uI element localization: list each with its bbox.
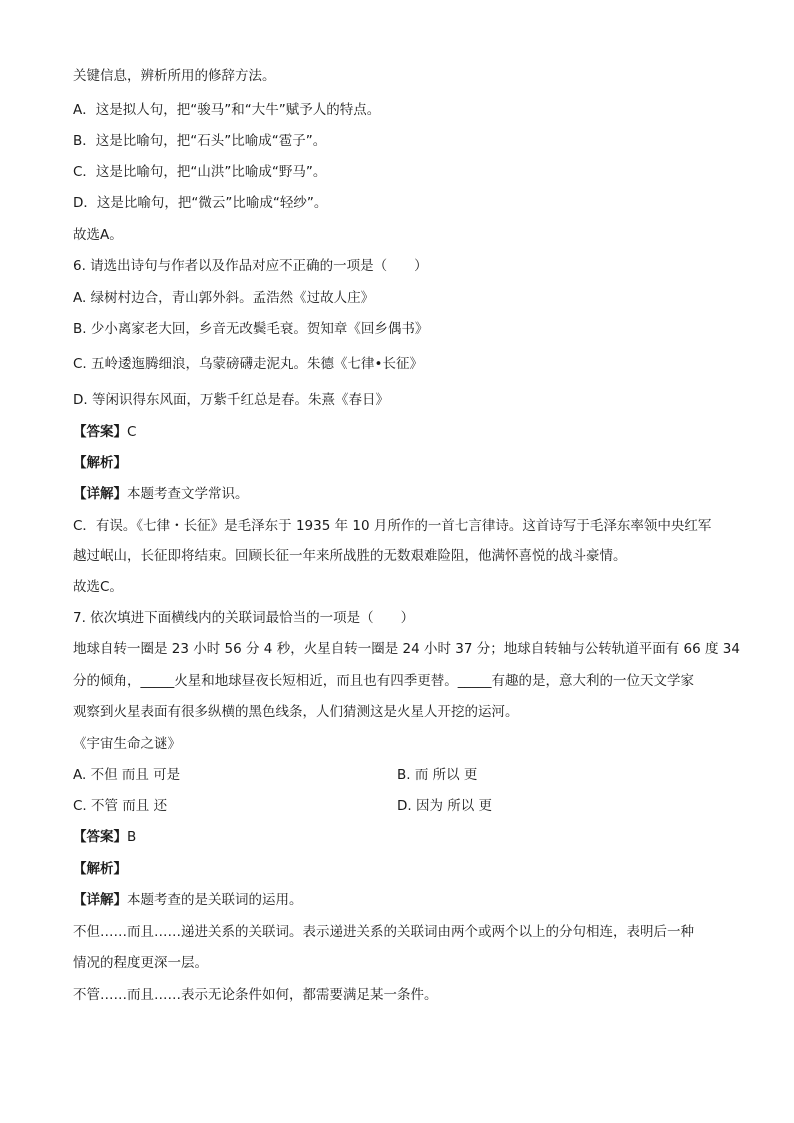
answer-value: C — [127, 424, 137, 440]
detail-text: 本题考查文学常识。 — [127, 486, 249, 502]
q6-explain-2: 越过岷山，长征即将结束。回顾长征一年来所战胜的无数艰难险阻，他满怀喜悦的战斗豪情。 — [73, 548, 627, 564]
q7-option-d: D. 因为 所以 更 — [397, 798, 493, 814]
prev-option-b: B．这是比喻句，把“石头”比喻成“雹子”。 — [73, 133, 327, 149]
prev-conclusion: 故选A。 — [73, 227, 123, 243]
detail-tag: 【详解】 — [73, 892, 127, 908]
q6-option-c: C. 五岭逶迤腾细浪，乌蒙磅礴走泥丸。朱德《七律•长征》 — [73, 356, 423, 372]
q7-analysis-tag: 【解析】 — [73, 861, 127, 877]
q6-answer — [73, 422, 136, 442]
q6-conclusion: 故选C。 — [73, 579, 123, 595]
q7-explain-3: 不管……而且……表示无论条件如何，都需要满足某一条件。 — [73, 987, 438, 1003]
q7-option-c: C. 不管 而且 还 — [73, 798, 168, 814]
q7-source: 《宇宙生命之谜》 — [73, 736, 181, 752]
detail-tag: 【详解】 — [73, 486, 127, 502]
q7-answer — [73, 827, 136, 847]
q7-option-b: B. 而 所以 更 — [397, 767, 478, 783]
q6-stem: 6. 请选出诗句与作者以及作品对应不正确的一项是（ ） — [73, 258, 428, 274]
q7-passage-3: 观察到火星表面有很多纵横的黑色线条，人们猜测这是火星人开挖的运河。 — [73, 704, 519, 720]
q7-explain-1: 不但……而且……递进关系的关联词。表示递进关系的关联词由两个或两个以上的分句相连，表明后一种 — [73, 924, 694, 940]
q7-option-a: A. 不但 而且 可是 — [73, 767, 181, 783]
q6-option-a: A. 绿树村边合，青山郭外斜。孟浩然《过故人庄》 — [73, 290, 375, 306]
q7-detail — [73, 890, 303, 910]
detail-text: 本题考查的是关联词的运用。 — [127, 892, 303, 908]
q6-explain-1: C．有误。《七律・长征》是毛泽东于 1935 年 10 月所作的一首七言律诗。这首诗写于毛泽东率领中央红军 — [73, 518, 712, 534]
q6-analysis-tag: 【解析】 — [73, 455, 127, 471]
prev-option-c: C．这是比喻句，把“山洪”比喻成“野马”。 — [73, 164, 327, 180]
answer-value: B — [127, 829, 137, 845]
prev-option-a: A．这是拟人句，把“骏马”和“大牛”赋予人的特点。 — [73, 102, 381, 118]
prev-intro: 关键信息，辨析所用的修辞方法。 — [73, 68, 276, 84]
q6-option-d: D. 等闲识得东风面，万紫千红总是春。朱熹《春日》 — [73, 392, 389, 408]
q6-option-b: B. 少小离家老大回，乡音无改鬓毛衰。贺知章《回乡偶书》 — [73, 321, 429, 337]
q7-explain-2: 情况的程度更深一层。 — [73, 955, 208, 971]
q7-stem: 7. 依次填进下面横线内的关联词最恰当的一项是（ ） — [73, 610, 415, 626]
q6-detail — [73, 484, 249, 504]
q7-passage-1: 地球自转一圈是 23 小时 56 分 4 秒，火星自转一圈是 24 小时 37 分；地球自转轴与公转轨道平面有 66 度 34 — [73, 641, 740, 657]
q7-passage-2: 分的倾角，_____火星和地球昼夜长短相近，而且也有四季更替。_____有趣的是，意大利的一位天文学家 — [73, 673, 694, 689]
answer-tag: 【答案】 — [73, 424, 127, 440]
prev-option-d: D．这是比喻句，把“微云”比喻成“轻纱”。 — [73, 195, 328, 211]
answer-tag: 【答案】 — [73, 829, 127, 845]
